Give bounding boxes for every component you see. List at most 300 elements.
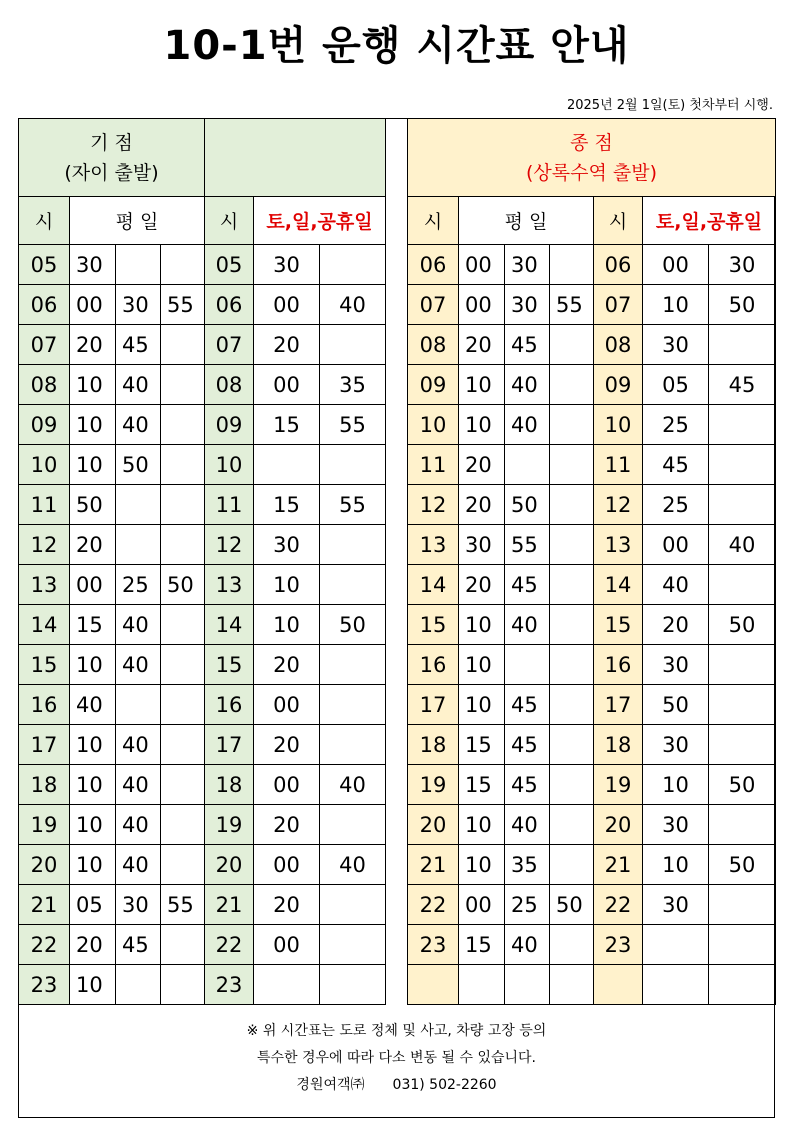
holiday-minute-cell: [320, 885, 386, 925]
holiday-minute-cell: 00: [254, 765, 320, 805]
timetable-row: [408, 565, 776, 605]
contact-info: [18, 1072, 775, 1099]
holiday-minute-cell: [709, 885, 776, 925]
weekday-minute-cell: [550, 565, 594, 605]
weekday-hour-cell: 15: [408, 605, 459, 645]
weekday-hour-cell: 16: [19, 685, 70, 725]
timetable-row: [408, 645, 776, 685]
origin-header-blank: [205, 119, 386, 197]
origin-station-label: 기 점: [90, 131, 133, 154]
holiday-minute-cell: 50: [709, 605, 776, 645]
holiday-minute-cell: [254, 445, 320, 485]
weekday-minute-cell: [550, 365, 594, 405]
weekday-minute-cell: 55: [550, 285, 594, 325]
weekday-minute-cell: [550, 645, 594, 685]
weekday-minute-cell: 55: [161, 285, 205, 325]
weekday-minute-cell: 50: [70, 485, 116, 525]
timetable-row: [408, 485, 776, 525]
holiday-minute-cell: [709, 405, 776, 445]
timetable-row: [408, 965, 776, 1005]
weekday-minute-cell: 30: [116, 885, 161, 925]
holiday-minute-cell: [709, 685, 776, 725]
holiday-minute-cell: 00: [643, 525, 709, 565]
holiday-minute-cell: [709, 565, 776, 605]
holiday-minute-cell: 00: [254, 685, 320, 725]
holiday-minute-cell: 30: [254, 525, 320, 565]
holiday-hour-cell: 19: [594, 765, 643, 805]
holiday-minute-cell: 20: [254, 325, 320, 365]
weekday-minute-cell: [505, 445, 550, 485]
holiday-hour-cell: 22: [205, 925, 254, 965]
hour-column-header: 시: [594, 197, 643, 245]
weekday-hour-cell: 23: [408, 925, 459, 965]
weekday-minute-cell: 15: [459, 765, 505, 805]
holiday-hour-cell: 21: [205, 885, 254, 925]
weekday-minute-cell: 10: [70, 405, 116, 445]
holiday-hour-cell: 19: [205, 805, 254, 845]
holiday-minute-cell: [709, 445, 776, 485]
holiday-minute-cell: 05: [643, 365, 709, 405]
weekday-minute-cell: 10: [70, 445, 116, 485]
weekday-hour-cell: 14: [19, 605, 70, 645]
weekday-minute-cell: 20: [459, 485, 505, 525]
weekday-minute-cell: 00: [459, 285, 505, 325]
holiday-minute-cell: 20: [254, 885, 320, 925]
timetable-row: [19, 765, 386, 805]
holiday-minute-cell: [709, 725, 776, 765]
notice-line-1: ※ 위 시간표는 도로 정체 및 사고, 차량 고장 등의: [246, 1023, 547, 1039]
weekday-minute-cell: [161, 805, 205, 845]
holiday-hour-cell: 21: [594, 845, 643, 885]
weekday-minute-cell: [550, 925, 594, 965]
holiday-hour-cell: 10: [205, 445, 254, 485]
holiday-minute-cell: [320, 565, 386, 605]
terminal-header: [408, 119, 776, 197]
weekday-minute-cell: [116, 525, 161, 565]
timetable-row: [408, 725, 776, 765]
holiday-hour-cell: 07: [205, 325, 254, 365]
weekday-minute-cell: 35: [505, 845, 550, 885]
hour-column-header: 시: [19, 197, 70, 245]
holiday-hour-cell: 07: [594, 285, 643, 325]
holiday-minute-cell: 30: [643, 805, 709, 845]
weekday-minute-cell: [550, 605, 594, 645]
weekday-hour-cell: 14: [408, 565, 459, 605]
weekday-minute-cell: [550, 765, 594, 805]
holiday-minute-cell: [709, 325, 776, 365]
holiday-minute-cell: 40: [320, 765, 386, 805]
timetable-row: [408, 405, 776, 445]
timetable-row: [19, 445, 386, 485]
weekday-hour-cell: 11: [408, 445, 459, 485]
holiday-minute-cell: 50: [643, 685, 709, 725]
holiday-minute-cell: 25: [643, 485, 709, 525]
effective-date-note: 2025년 2월 1일(토) 첫차부터 시행.: [566, 98, 773, 113]
weekday-minute-cell: 10: [459, 645, 505, 685]
timetable-row: [19, 925, 386, 965]
weekday-minute-cell: 45: [505, 685, 550, 725]
holiday-minute-cell: 30: [643, 725, 709, 765]
holiday-minute-cell: 25: [643, 405, 709, 445]
weekday-minute-cell: 40: [505, 365, 550, 405]
weekday-minute-cell: 40: [116, 605, 161, 645]
weekday-minute-cell: 10: [70, 845, 116, 885]
weekday-minute-cell: [116, 965, 161, 1005]
weekday-minute-cell: 45: [116, 325, 161, 365]
holiday-minute-cell: 20: [254, 805, 320, 845]
holiday-minute-cell: 15: [254, 485, 320, 525]
weekday-hour-cell: [408, 965, 459, 1005]
holiday-minute-cell: 40: [643, 565, 709, 605]
holiday-hour-cell: 06: [205, 285, 254, 325]
holiday-hour-cell: 14: [594, 565, 643, 605]
weekday-minute-cell: 25: [505, 885, 550, 925]
notice-line-2: 특수한 경우에 따라 다소 변동 될 수 있습니다.: [256, 1050, 537, 1066]
holiday-minute-cell: 00: [254, 285, 320, 325]
holiday-minute-cell: 10: [643, 845, 709, 885]
holiday-minute-cell: [320, 725, 386, 765]
holiday-minute-cell: [709, 645, 776, 685]
terminal-rows: [408, 245, 776, 1005]
weekday-minute-cell: [550, 525, 594, 565]
holiday-hour-cell: 05: [205, 245, 254, 285]
timetable-row: [19, 605, 386, 645]
weekday-hour-cell: 07: [408, 285, 459, 325]
origin-departure-label: (자이 출발): [64, 161, 159, 184]
weekday-hour-cell: 20: [408, 805, 459, 845]
weekday-minute-cell: 20: [459, 445, 505, 485]
weekday-minute-cell: [161, 325, 205, 365]
weekday-minute-cell: [161, 365, 205, 405]
holiday-minute-cell: 55: [320, 405, 386, 445]
holiday-minute-cell: [320, 325, 386, 365]
holiday-minute-cell: 10: [643, 285, 709, 325]
holiday-minute-cell: 30: [709, 245, 776, 285]
weekday-minute-cell: 50: [505, 485, 550, 525]
weekday-minute-cell: 30: [459, 525, 505, 565]
weekday-minute-cell: 10: [70, 725, 116, 765]
weekday-minute-cell: [550, 685, 594, 725]
weekday-minute-cell: 00: [459, 885, 505, 925]
weekday-minute-cell: 40: [116, 765, 161, 805]
holiday-hour-cell: 18: [594, 725, 643, 765]
holiday-hour-cell: 14: [205, 605, 254, 645]
holiday-hour-cell: 08: [205, 365, 254, 405]
holiday-minute-cell: 50: [709, 765, 776, 805]
holiday-minute-cell: [709, 485, 776, 525]
holiday-minute-cell: 30: [643, 885, 709, 925]
timetable-row: [19, 845, 386, 885]
weekday-hour-cell: 06: [408, 245, 459, 285]
holiday-hour-cell: 13: [594, 525, 643, 565]
timetable-row: [408, 805, 776, 845]
weekday-minute-cell: 30: [70, 245, 116, 285]
holiday-minute-cell: [320, 445, 386, 485]
weekday-minute-cell: 15: [459, 925, 505, 965]
weekday-minute-cell: 00: [70, 285, 116, 325]
weekday-minute-cell: [161, 485, 205, 525]
holiday-hour-cell: 09: [594, 365, 643, 405]
holiday-hour-cell: 23: [205, 965, 254, 1005]
weekday-minute-cell: [505, 965, 550, 1005]
weekday-minute-cell: [550, 845, 594, 885]
holiday-minute-cell: 00: [254, 925, 320, 965]
holiday-minute-cell: 40: [709, 525, 776, 565]
weekday-hour-cell: 17: [408, 685, 459, 725]
weekday-minute-cell: 10: [70, 965, 116, 1005]
holiday-hour-cell: 09: [205, 405, 254, 445]
weekday-minute-cell: [550, 405, 594, 445]
company-name: 경원여객㈜: [296, 1077, 365, 1093]
weekday-hour-cell: 07: [19, 325, 70, 365]
timetable-row: [19, 565, 386, 605]
weekday-minute-cell: 25: [116, 565, 161, 605]
weekday-minute-cell: 10: [459, 365, 505, 405]
holiday-minute-cell: [643, 965, 709, 1005]
timetable-row: [19, 485, 386, 525]
timetable-row: [19, 685, 386, 725]
weekday-minute-cell: [161, 845, 205, 885]
terminal-departure-label: (상록수역 출발): [526, 161, 657, 184]
weekday-hour-cell: 22: [19, 925, 70, 965]
weekday-hour-cell: 13: [19, 565, 70, 605]
page-title: 10-1번 운행 시간표 안내: [163, 23, 630, 69]
weekday-minute-cell: [161, 725, 205, 765]
weekday-minute-cell: 30: [116, 285, 161, 325]
weekday-minute-cell: 05: [70, 885, 116, 925]
terminal-station-label: 종 점: [570, 131, 613, 154]
weekday-minute-cell: 10: [459, 845, 505, 885]
weekday-minute-cell: 45: [505, 765, 550, 805]
holiday-hour-cell: 20: [205, 845, 254, 885]
weekday-minute-cell: 20: [459, 565, 505, 605]
weekday-hour-cell: 11: [19, 485, 70, 525]
weekday-minute-cell: [550, 725, 594, 765]
weekday-minute-cell: 10: [70, 645, 116, 685]
holiday-minute-cell: [709, 965, 776, 1005]
holiday-minute-cell: [320, 965, 386, 1005]
timetable-terminal: [407, 118, 776, 1005]
footer-notice: [18, 1018, 775, 1099]
holiday-minute-cell: 50: [709, 285, 776, 325]
timetable-row: [408, 365, 776, 405]
holiday-minute-cell: 45: [643, 445, 709, 485]
weekday-minute-cell: 10: [459, 605, 505, 645]
weekday-minute-cell: [161, 605, 205, 645]
weekday-hour-cell: 19: [408, 765, 459, 805]
timetable-row: [19, 285, 386, 325]
holiday-hour-cell: 12: [594, 485, 643, 525]
timetable-row: [408, 445, 776, 485]
holiday-minute-cell: [320, 645, 386, 685]
holiday-hour-cell: 11: [205, 485, 254, 525]
weekday-minute-cell: [116, 245, 161, 285]
weekday-minute-cell: [161, 245, 205, 285]
weekday-minute-cell: [550, 485, 594, 525]
weekday-minute-cell: 45: [505, 325, 550, 365]
holiday-minute-cell: 00: [254, 365, 320, 405]
weekday-hour-cell: 10: [19, 445, 70, 485]
timetable-row: [19, 805, 386, 845]
timetable-row: [408, 765, 776, 805]
holiday-hour-cell: 08: [594, 325, 643, 365]
holiday-hour-cell: 11: [594, 445, 643, 485]
weekday-minute-cell: 40: [116, 365, 161, 405]
weekday-minute-cell: [505, 645, 550, 685]
holiday-minute-cell: 20: [643, 605, 709, 645]
weekday-hour-cell: 08: [19, 365, 70, 405]
weekday-minute-cell: 40: [116, 805, 161, 845]
holiday-hour-cell: 15: [594, 605, 643, 645]
weekday-hour-cell: 22: [408, 885, 459, 925]
holiday-minute-cell: 35: [320, 365, 386, 405]
weekday-minute-cell: 45: [116, 925, 161, 965]
holiday-minute-cell: 15: [254, 405, 320, 445]
weekday-minute-cell: 40: [116, 645, 161, 685]
weekday-minute-cell: 55: [505, 525, 550, 565]
holiday-minute-cell: [643, 925, 709, 965]
weekday-minute-cell: [161, 965, 205, 1005]
weekday-hour-cell: 21: [19, 885, 70, 925]
holiday-minute-cell: [709, 925, 776, 965]
weekday-hour-cell: 20: [19, 845, 70, 885]
timetable-row: [19, 965, 386, 1005]
timetable-origin: [18, 118, 386, 1005]
weekday-minute-cell: 00: [459, 245, 505, 285]
holiday-minute-cell: [709, 805, 776, 845]
weekday-hour-cell: 23: [19, 965, 70, 1005]
weekday-hour-cell: 08: [408, 325, 459, 365]
weekday-hour-cell: 12: [408, 485, 459, 525]
weekday-minute-cell: 40: [505, 405, 550, 445]
hour-column-header: 시: [205, 197, 254, 245]
holiday-minute-cell: 10: [254, 605, 320, 645]
holiday-hour-cell: 13: [205, 565, 254, 605]
weekday-column-header: 평 일: [70, 197, 205, 245]
weekday-minute-cell: 30: [505, 285, 550, 325]
holiday-minute-cell: 20: [254, 645, 320, 685]
weekday-minute-cell: 10: [70, 805, 116, 845]
timetable-row: [408, 845, 776, 885]
holiday-minute-cell: [320, 525, 386, 565]
holiday-hour-cell: 12: [205, 525, 254, 565]
weekday-minute-cell: 20: [70, 525, 116, 565]
timetable-row: [408, 285, 776, 325]
holiday-minute-cell: [320, 245, 386, 285]
weekday-minute-cell: [161, 525, 205, 565]
holiday-minute-cell: [320, 685, 386, 725]
holiday-hour-cell: 06: [594, 245, 643, 285]
holiday-minute-cell: 30: [643, 325, 709, 365]
weekday-minute-cell: [550, 445, 594, 485]
timetable-row: [408, 685, 776, 725]
timetable-row: [408, 885, 776, 925]
weekday-minute-cell: 40: [505, 925, 550, 965]
holiday-minute-cell: 30: [643, 645, 709, 685]
timetable-row: [19, 885, 386, 925]
holiday-hour-cell: 16: [205, 685, 254, 725]
holiday-minute-cell: [254, 965, 320, 1005]
holiday-hour-cell: 17: [594, 685, 643, 725]
holiday-minute-cell: 20: [254, 725, 320, 765]
holiday-hour-cell: 10: [594, 405, 643, 445]
timetable-row: [408, 325, 776, 365]
holiday-hour-cell: 20: [594, 805, 643, 845]
weekday-hour-cell: 09: [408, 365, 459, 405]
weekday-minute-cell: 40: [505, 805, 550, 845]
weekday-minute-cell: [161, 445, 205, 485]
weekday-hour-cell: 19: [19, 805, 70, 845]
holiday-minute-cell: 45: [709, 365, 776, 405]
weekday-minute-cell: 50: [550, 885, 594, 925]
weekday-minute-cell: 10: [459, 685, 505, 725]
weekday-hour-cell: 10: [408, 405, 459, 445]
holiday-hour-cell: 17: [205, 725, 254, 765]
hour-column-header: 시: [408, 197, 459, 245]
phone-number: 031) 502-2260: [392, 1077, 497, 1093]
holiday-minute-cell: 00: [254, 845, 320, 885]
weekday-hour-cell: 18: [408, 725, 459, 765]
holiday-hour-cell: 16: [594, 645, 643, 685]
weekday-minute-cell: 10: [459, 405, 505, 445]
timetable-row: [19, 405, 386, 445]
weekday-minute-cell: [116, 685, 161, 725]
timetable-row: [19, 725, 386, 765]
holiday-hour-cell: [594, 965, 643, 1005]
holiday-minute-cell: 00: [643, 245, 709, 285]
weekday-minute-cell: [550, 805, 594, 845]
weekday-hour-cell: 12: [19, 525, 70, 565]
holiday-minute-cell: 30: [254, 245, 320, 285]
weekday-minute-cell: 20: [459, 325, 505, 365]
holiday-hour-cell: 18: [205, 765, 254, 805]
weekday-minute-cell: 20: [70, 325, 116, 365]
holiday-minute-cell: 50: [709, 845, 776, 885]
timetable-row: [408, 245, 776, 285]
origin-header: [19, 119, 205, 197]
weekday-minute-cell: 15: [70, 605, 116, 645]
holiday-minute-cell: 10: [254, 565, 320, 605]
weekday-minute-cell: [161, 645, 205, 685]
weekday-minute-cell: 40: [116, 405, 161, 445]
weekday-minute-cell: 45: [505, 725, 550, 765]
weekday-minute-cell: 40: [116, 725, 161, 765]
weekday-minute-cell: [161, 925, 205, 965]
weekday-column-header: 평 일: [459, 197, 594, 245]
holiday-minute-cell: 10: [643, 765, 709, 805]
weekday-minute-cell: 50: [116, 445, 161, 485]
holiday-hour-cell: 23: [594, 925, 643, 965]
holiday-minute-cell: 40: [320, 845, 386, 885]
holiday-minute-cell: 40: [320, 285, 386, 325]
origin-rows: [19, 245, 386, 1005]
weekday-hour-cell: 21: [408, 845, 459, 885]
weekday-minute-cell: 40: [70, 685, 116, 725]
holiday-column-header: 토,일,공휴일: [254, 197, 386, 245]
weekday-minute-cell: 15: [459, 725, 505, 765]
weekday-minute-cell: 50: [161, 565, 205, 605]
weekday-minute-cell: [161, 405, 205, 445]
holiday-hour-cell: 15: [205, 645, 254, 685]
weekday-minute-cell: 20: [70, 925, 116, 965]
timetable-row: [19, 365, 386, 405]
weekday-minute-cell: [161, 765, 205, 805]
weekday-minute-cell: 30: [505, 245, 550, 285]
timetable-row: [408, 525, 776, 565]
timetable-row: [19, 645, 386, 685]
holiday-minute-cell: [320, 925, 386, 965]
weekday-minute-cell: 40: [505, 605, 550, 645]
